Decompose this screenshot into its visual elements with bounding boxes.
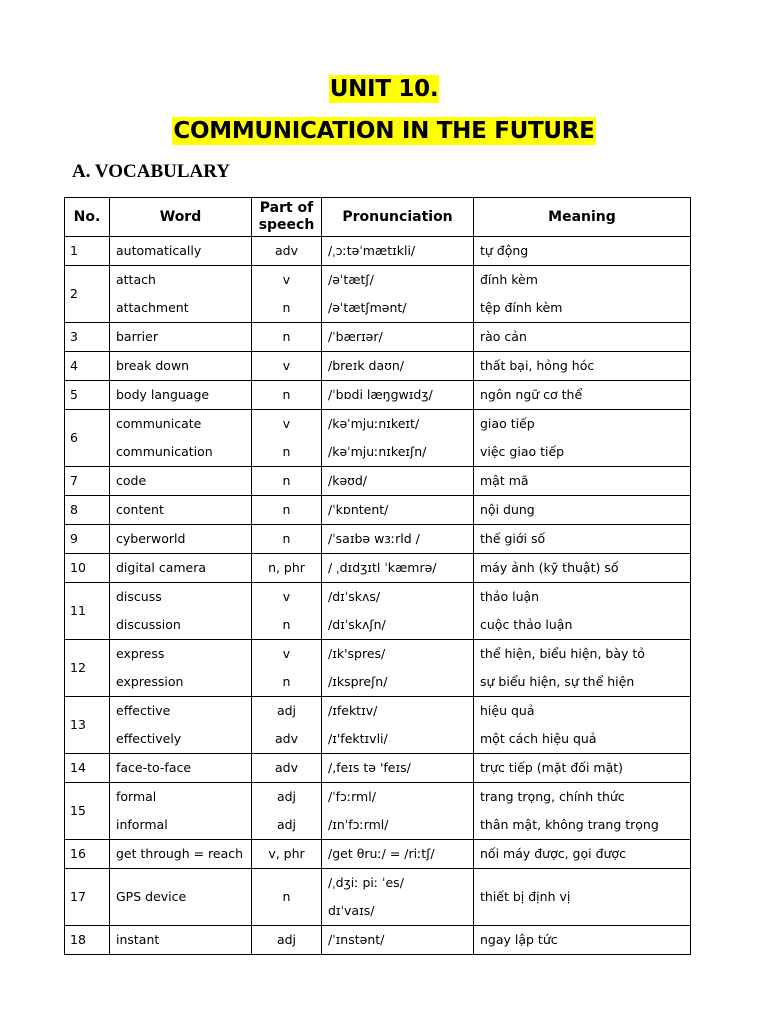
row-number: 1 — [70, 243, 78, 258]
pronunciation-text: /ɪfektɪv/ — [328, 703, 378, 718]
part-of-speech-text: v — [282, 589, 291, 604]
cell-meaning — [474, 869, 691, 926]
cell-meaning — [474, 467, 691, 496]
cell-meaning — [474, 554, 691, 583]
cell-part-of-speech — [252, 754, 322, 783]
pronunciation-text: /ˌdʒiː piː ˈes/ — [328, 875, 404, 890]
pronunciation-text: /dɪˈskʌʃn/ — [328, 617, 386, 632]
meaning-text: tự động — [480, 243, 529, 258]
cell-word — [110, 352, 252, 381]
word-text: effective — [116, 703, 171, 718]
cell-meaning — [474, 640, 691, 697]
cell-pronunciation — [322, 754, 474, 783]
table-row — [65, 869, 691, 926]
unit-subtitle: COMMUNICATION IN THE FUTURE — [173, 118, 595, 144]
meaning-text: nối máy được, gọi được — [480, 846, 626, 861]
cell-pronunciation — [322, 525, 474, 554]
pronunciation-text: /ˌɔːtəˈmætɪkli/ — [328, 243, 416, 258]
pronunciation-text: /ˈkɒntent/ — [328, 502, 389, 517]
cell-pronunciation — [322, 410, 474, 467]
cell-part-of-speech — [252, 410, 322, 467]
pronunciation-text: /ɪk'spres/ — [328, 646, 386, 661]
pronunciation-text: /ˈɪnstənt/ — [328, 932, 385, 947]
pronunciation-text: /get θruː/ = /riːtʃ/ — [328, 846, 435, 861]
part-of-speech-text: n — [282, 617, 291, 632]
meaning-text: mật mã — [480, 473, 529, 488]
row-number: 12 — [70, 660, 86, 675]
cell-meaning — [474, 926, 691, 955]
pronunciation-text: /ɪkspreʃn/ — [328, 674, 388, 689]
meaning-text: ngôn ngữ cơ thể — [480, 387, 583, 402]
word-text: formal — [116, 789, 157, 804]
table-row — [65, 410, 691, 467]
meaning-text: hiệu quả — [480, 703, 535, 718]
part-of-speech-text: v — [282, 646, 291, 661]
cell-pronunciation — [322, 496, 474, 525]
meaning-text: trực tiếp (mặt đối mặt) — [480, 760, 624, 775]
cell-pronunciation — [322, 869, 474, 926]
cell-meaning — [474, 237, 691, 266]
cell-no — [65, 640, 110, 697]
part-of-speech-text: n — [282, 387, 291, 402]
unit-title: UNIT 10. — [329, 76, 439, 102]
table-row — [65, 525, 691, 554]
pronunciation-text: /,feɪs tə 'feɪs/ — [328, 760, 411, 775]
pronunciation-text: /ˈbærɪər/ — [328, 329, 383, 344]
cell-no — [65, 783, 110, 840]
meaning-text: cuộc thảo luận — [480, 617, 573, 632]
cell-meaning — [474, 783, 691, 840]
pronunciation-text: /dɪˈskʌs/ — [328, 589, 381, 604]
cell-word — [110, 926, 252, 955]
cell-word — [110, 323, 252, 352]
pronunciation-text: /əˈtætʃ/ — [328, 272, 374, 287]
part-of-speech-text: adv — [275, 243, 298, 258]
part-of-speech-text: n — [282, 889, 291, 904]
cell-pronunciation — [322, 926, 474, 955]
row-number: 16 — [70, 846, 86, 861]
part-of-speech-text: n — [282, 674, 291, 689]
cell-word — [110, 525, 252, 554]
table-row — [65, 926, 691, 955]
row-number: 7 — [70, 473, 78, 488]
word-text: code — [116, 473, 147, 488]
cell-no — [65, 926, 110, 955]
meaning-text: ngay lập tức — [480, 932, 558, 947]
cell-meaning — [474, 381, 691, 410]
cell-part-of-speech — [252, 926, 322, 955]
cell-meaning — [474, 266, 691, 323]
meaning-text: thể hiện, biểu hiện, bày tỏ — [480, 646, 645, 661]
table-row — [65, 237, 691, 266]
cell-pronunciation — [322, 266, 474, 323]
table-row — [65, 323, 691, 352]
word-text: break down — [116, 358, 190, 373]
table-row — [65, 783, 691, 840]
cell-word — [110, 467, 252, 496]
pronunciation-text: /kəʊd/ — [328, 473, 368, 488]
cell-no — [65, 754, 110, 783]
row-number: 11 — [70, 603, 86, 618]
word-text: expression — [116, 674, 184, 689]
cell-pronunciation — [322, 467, 474, 496]
word-text: discussion — [116, 617, 181, 632]
cell-word — [110, 381, 252, 410]
cell-meaning — [474, 840, 691, 869]
part-of-speech-text: v, phr — [268, 846, 305, 861]
cell-part-of-speech — [252, 237, 322, 266]
row-number: 13 — [70, 717, 86, 732]
meaning-text: thế giới số — [480, 531, 546, 546]
pronunciation-text: /əˈtætʃmənt/ — [328, 300, 407, 315]
cell-meaning — [474, 323, 691, 352]
cell-no — [65, 323, 110, 352]
row-number: 14 — [70, 760, 86, 775]
cell-no — [65, 525, 110, 554]
cell-word — [110, 640, 252, 697]
table-row — [65, 583, 691, 640]
meaning-text: một cách hiệu quả — [480, 731, 597, 746]
table-row — [65, 554, 691, 583]
meaning-text: việc giao tiếp — [480, 444, 565, 459]
cell-pronunciation — [322, 640, 474, 697]
row-number: 2 — [70, 286, 78, 301]
table-row — [65, 352, 691, 381]
part-of-speech-text: adj — [276, 703, 297, 718]
cell-pronunciation — [322, 352, 474, 381]
table-row — [65, 640, 691, 697]
meaning-text: trang trọng, chính thức — [480, 789, 625, 804]
part-of-speech-text: v — [282, 272, 291, 287]
meaning-text: sự biểu hiện, sự thể hiện — [480, 674, 635, 689]
cell-meaning — [474, 496, 691, 525]
cell-no — [65, 381, 110, 410]
table-row — [65, 381, 691, 410]
word-text: attachment — [116, 300, 189, 315]
header-word: Word — [110, 198, 252, 237]
cell-meaning — [474, 352, 691, 381]
cell-part-of-speech — [252, 697, 322, 754]
cell-no — [65, 467, 110, 496]
pronunciation-text: /ˈsaɪbə wɜːrld / — [328, 531, 420, 546]
cell-word — [110, 583, 252, 640]
header-no: No. — [65, 198, 110, 237]
pronunciation-text: /ɪnˈfɔːrml/ — [328, 817, 389, 832]
row-number: 18 — [70, 932, 86, 947]
word-text: digital camera — [116, 560, 207, 575]
cell-meaning — [474, 410, 691, 467]
cell-pronunciation — [322, 583, 474, 640]
table-row — [65, 840, 691, 869]
cell-word — [110, 410, 252, 467]
cell-meaning — [474, 697, 691, 754]
cell-pronunciation — [322, 697, 474, 754]
meaning-text: đính kèm — [480, 272, 538, 287]
cell-no — [65, 410, 110, 467]
cell-no — [65, 554, 110, 583]
header-part-of-speech: Part of speech — [252, 198, 322, 237]
word-text: communication — [116, 444, 213, 459]
part-of-speech-text: adv — [275, 760, 298, 775]
part-of-speech-text: adj — [276, 817, 297, 832]
cell-part-of-speech — [252, 496, 322, 525]
cell-part-of-speech — [252, 783, 322, 840]
pronunciation-text: /breɪk daʊn/ — [328, 358, 405, 373]
cell-meaning — [474, 583, 691, 640]
word-text: face-to-face — [116, 760, 192, 775]
word-text: discuss — [116, 589, 162, 604]
part-of-speech-text: n — [282, 329, 291, 344]
pronunciation-text: /ɪ'fektɪvli/ — [328, 731, 388, 746]
meaning-text: tệp đính kèm — [480, 300, 563, 315]
cell-part-of-speech — [252, 323, 322, 352]
row-number: 9 — [70, 531, 78, 546]
pronunciation-text: /ˈfɔːrml/ — [328, 789, 376, 804]
word-text: barrier — [116, 329, 158, 344]
cell-part-of-speech — [252, 840, 322, 869]
header-pronunciation: Pronunciation — [322, 198, 474, 237]
cell-pronunciation — [322, 783, 474, 840]
cell-part-of-speech — [252, 640, 322, 697]
row-number: 15 — [70, 803, 86, 818]
cell-meaning — [474, 525, 691, 554]
cell-no — [65, 583, 110, 640]
word-text: effectively — [116, 731, 182, 746]
meaning-text: thất bại, hỏng hóc — [480, 358, 595, 373]
cell-pronunciation — [322, 237, 474, 266]
header-meaning: Meaning — [474, 198, 691, 237]
vocabulary-table — [64, 197, 691, 955]
word-text: attach — [116, 272, 156, 287]
cell-word — [110, 237, 252, 266]
cell-word — [110, 266, 252, 323]
part-of-speech-text: n — [282, 444, 291, 459]
cell-part-of-speech — [252, 869, 322, 926]
table-row — [65, 467, 691, 496]
meaning-text: giao tiếp — [480, 416, 535, 431]
pronunciation-text: /kəˈmjuːnɪkeɪʃn/ — [328, 444, 427, 459]
cell-part-of-speech — [252, 467, 322, 496]
row-number: 6 — [70, 430, 78, 445]
cell-no — [65, 697, 110, 754]
cell-pronunciation — [322, 840, 474, 869]
cell-part-of-speech — [252, 525, 322, 554]
table-row — [65, 754, 691, 783]
table-row — [65, 496, 691, 525]
cell-word — [110, 554, 252, 583]
cell-word — [110, 754, 252, 783]
cell-pronunciation — [322, 554, 474, 583]
part-of-speech-text: v — [282, 358, 291, 373]
word-text: get through = reach — [116, 846, 244, 861]
cell-no — [65, 237, 110, 266]
word-text: GPS device — [116, 889, 187, 904]
section-heading: A. VOCABULARY — [72, 161, 231, 182]
word-text: informal — [116, 817, 168, 832]
part-of-speech-text: n — [282, 473, 291, 488]
word-text: communicate — [116, 416, 202, 431]
cell-part-of-speech — [252, 266, 322, 323]
cell-word — [110, 783, 252, 840]
row-number: 5 — [70, 387, 78, 402]
pronunciation-text: /ˈbɒdi læŋgwɪdʒ/ — [328, 387, 433, 402]
cell-no — [65, 496, 110, 525]
cell-word — [110, 869, 252, 926]
part-of-speech-text: adv — [275, 731, 298, 746]
part-of-speech-text: n, phr — [268, 560, 305, 575]
cell-word — [110, 697, 252, 754]
meaning-text: rào cản — [480, 329, 527, 344]
cell-word — [110, 496, 252, 525]
part-of-speech-text: n — [282, 531, 291, 546]
cell-pronunciation — [322, 323, 474, 352]
table-header-row — [65, 198, 691, 237]
part-of-speech-text: adj — [276, 789, 297, 804]
cell-no — [65, 352, 110, 381]
word-text: instant — [116, 932, 160, 947]
cell-word — [110, 840, 252, 869]
row-number: 3 — [70, 329, 78, 344]
table-row — [65, 697, 691, 754]
cell-no — [65, 869, 110, 926]
word-text: body language — [116, 387, 210, 402]
row-number: 10 — [70, 560, 86, 575]
cell-part-of-speech — [252, 583, 322, 640]
cell-no — [65, 840, 110, 869]
word-text: automatically — [116, 243, 202, 258]
part-of-speech-text: n — [282, 502, 291, 517]
part-of-speech-text: v — [282, 416, 291, 431]
meaning-text: máy ảnh (kỹ thuật) số — [480, 560, 619, 575]
row-number: 4 — [70, 358, 78, 373]
cell-part-of-speech — [252, 381, 322, 410]
part-of-speech-text: adj — [276, 932, 297, 947]
row-number: 17 — [70, 889, 86, 904]
cell-pronunciation — [322, 381, 474, 410]
cell-meaning — [474, 754, 691, 783]
cell-part-of-speech — [252, 352, 322, 381]
word-text: cyberworld — [116, 531, 186, 546]
meaning-text: nội dung — [480, 502, 535, 517]
meaning-text: thiết bị định vị — [480, 889, 571, 904]
row-number: 8 — [70, 502, 78, 517]
cell-no — [65, 266, 110, 323]
part-of-speech-text: n — [282, 300, 291, 315]
table-row — [65, 266, 691, 323]
meaning-text: thảo luận — [480, 589, 540, 604]
cell-part-of-speech — [252, 554, 322, 583]
pronunciation-text: / ˌdɪdʒɪtl ˈkæmrə/ — [328, 560, 437, 575]
word-text: express — [116, 646, 165, 661]
meaning-text: thân mật, không trang trọng — [480, 817, 659, 832]
pronunciation-text: dɪˈvaɪs/ — [328, 903, 375, 918]
vocabulary-table-body — [65, 237, 691, 955]
word-text: content — [116, 502, 164, 517]
pronunciation-text: /kəˈmjuːnɪkeɪt/ — [328, 416, 420, 431]
